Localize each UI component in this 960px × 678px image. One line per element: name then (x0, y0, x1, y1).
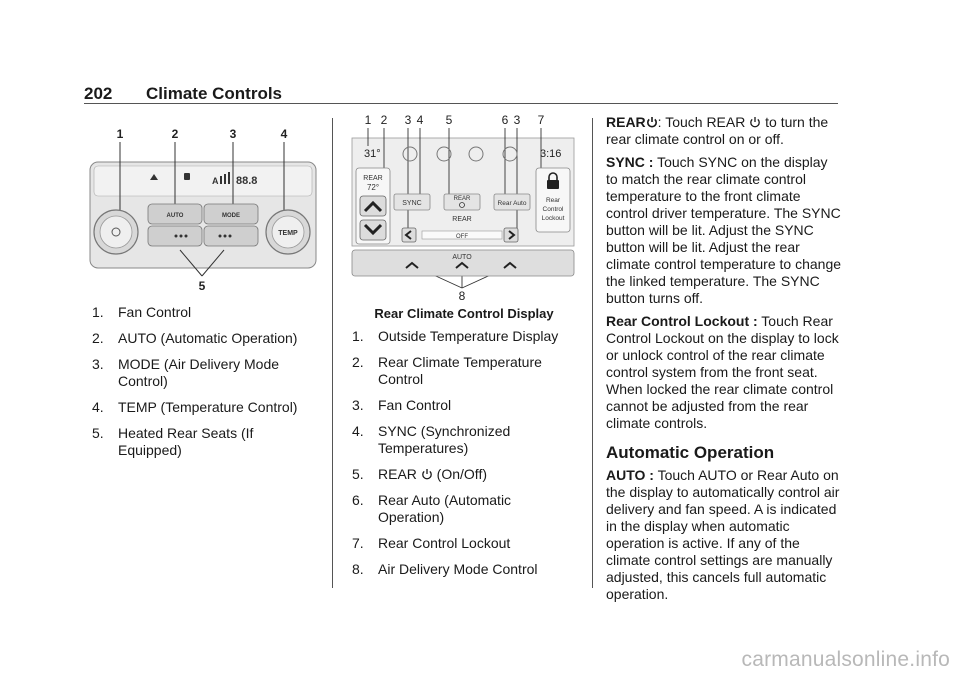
outside-temp: 31° (364, 148, 381, 160)
lock-icon (184, 173, 190, 180)
heated-seat-left-button[interactable] (148, 226, 202, 246)
temp-down-button[interactable] (360, 220, 386, 240)
svg-text:Rear: Rear (545, 197, 561, 204)
rear-power-label: REAR (453, 196, 471, 202)
list-item: 4. SYNC (Synchronized Temperatures) (352, 423, 511, 456)
section-title: Climate Controls (146, 84, 283, 103)
list-item: 7. Rear Control Lockout (352, 535, 511, 551)
svg-text:Lockout: Lockout (541, 215, 565, 222)
rear-auto-label: Rear Auto (497, 200, 527, 207)
right-column (606, 114, 842, 609)
lockout-paragraph: Rear Control Lockout : Touch Rear Control Lockout on the display to lock or unlock control of the rear climate control system from the front seat. When locked the rear climate control cannot be adjusted from the rear climate controls. (606, 313, 839, 431)
mode-button[interactable] (204, 204, 258, 224)
callout-1: 1 (116, 127, 124, 141)
fan-label: REAR (452, 216, 472, 223)
callout-4: 4 (280, 127, 288, 141)
power-icon (749, 116, 761, 128)
callout-top-2: 2 (380, 113, 388, 127)
air-delivery-mode-bar[interactable] (352, 250, 574, 276)
rear-control-lockout-button[interactable] (536, 168, 570, 232)
rear-climate-control-figure (348, 110, 578, 304)
callout-top-7: 7 (537, 113, 545, 127)
callout-top-3: 3 (404, 113, 412, 127)
list-item: 2. AUTO (Automatic Operation) (92, 330, 298, 346)
list-item: 8. Air Delivery Mode Control (352, 561, 538, 577)
power-icon (646, 116, 658, 128)
heated-seat-right-button[interactable] (204, 226, 258, 246)
sync-label: SYNC (402, 200, 422, 207)
callout-5: 5 (198, 279, 206, 293)
display-digits: 88.8 (236, 175, 258, 187)
list-item: 2. Rear Climate Temperature Control (352, 354, 542, 387)
auto-term: AUTO : (606, 467, 654, 483)
list-item: 1. Outside Temperature Display (352, 328, 559, 344)
front-climate-control-figure (84, 124, 320, 294)
list-item: 5. Heated Rear Seats (If Equipped) (92, 425, 254, 458)
auto-paragraph: AUTO : Touch AUTO or Rear Auto on the display to automatically control air delivery and fan speed. A is indicated in the display when automatic operation is active. If any of the climate control settings are manually adjusted, this cancels full automatic operation. (606, 467, 840, 602)
column-divider-2 (592, 118, 593, 588)
figure-caption: Rear Climate Control Display (374, 306, 554, 321)
list-item: 3. MODE (Air Delivery Mode Control) (92, 356, 280, 389)
temp-up-button[interactable] (360, 196, 386, 216)
column-divider-1 (332, 118, 333, 588)
lockout-term: Rear Control Lockout : (606, 313, 758, 329)
fan-speed-icon: A (212, 176, 219, 186)
watermark: carmanualsonline.info (741, 648, 950, 671)
list-item: 3. Fan Control (352, 397, 452, 413)
callout-top-6: 6 (501, 113, 509, 127)
page-number: 202 (84, 84, 113, 103)
rear-temp-label: REAR (363, 175, 383, 182)
auto-button-label: AUTO (166, 213, 184, 219)
list-item: 5. REAR (On/Off) (352, 466, 487, 482)
header-rule (84, 103, 838, 104)
rear-term: REAR (606, 114, 646, 130)
rear-power-button[interactable] (444, 194, 480, 210)
rear-power-paragraph: REAR : Touch REAR to turn the rear climate control on or off. (606, 114, 829, 147)
auto-bar-label: AUTO (452, 254, 472, 261)
sync-paragraph: SYNC : Touch SYNC on the display to match the rear climate control temperature to the front climate control driver temperature. The SYNC button will be lit. Adjust the SYNC button will be lit. Adjust the rear climate control temperature to change the linked temperature. The SYNC button turns off. (606, 154, 842, 306)
fan-control-knob[interactable] (94, 210, 138, 254)
temp-button-label: TEMP (278, 230, 298, 237)
sync-term: SYNC : (606, 154, 654, 170)
rear-auto-button[interactable] (494, 194, 530, 210)
callout-bottom-8: 8 (458, 289, 466, 303)
list-item: 6. Rear Auto (Automatic Operation) (352, 492, 512, 525)
fan-off-label: OFF (456, 234, 468, 240)
temp-control-knob[interactable] (266, 210, 310, 254)
callout-2: 2 (171, 127, 179, 141)
power-icon (421, 468, 433, 480)
svg-text:Control: Control (542, 206, 564, 213)
rear-temp-value: 72° (366, 183, 380, 192)
callout-3: 3 (229, 127, 237, 141)
rear-controls-list (352, 328, 580, 587)
section-subheading: Automatic Operation (606, 443, 775, 462)
front-controls-list (92, 304, 318, 468)
callout-top-4: 4 (416, 113, 424, 127)
fan-increase-button[interactable] (504, 228, 518, 242)
clock: 3:16 (540, 148, 562, 160)
page-header (84, 84, 282, 104)
sync-button[interactable] (394, 194, 430, 210)
callout-top-3b: 3 (513, 113, 521, 127)
mode-button-label: MODE (222, 213, 240, 219)
list-item: 4. TEMP (Temperature Control) (92, 399, 298, 415)
lock-icon (547, 180, 559, 189)
callout-top-5: 5 (445, 113, 453, 127)
fan-decrease-button[interactable] (402, 228, 416, 242)
list-item: 1. Fan Control (92, 304, 192, 320)
callout-top-1: 1 (364, 113, 372, 127)
auto-button[interactable] (148, 204, 202, 224)
